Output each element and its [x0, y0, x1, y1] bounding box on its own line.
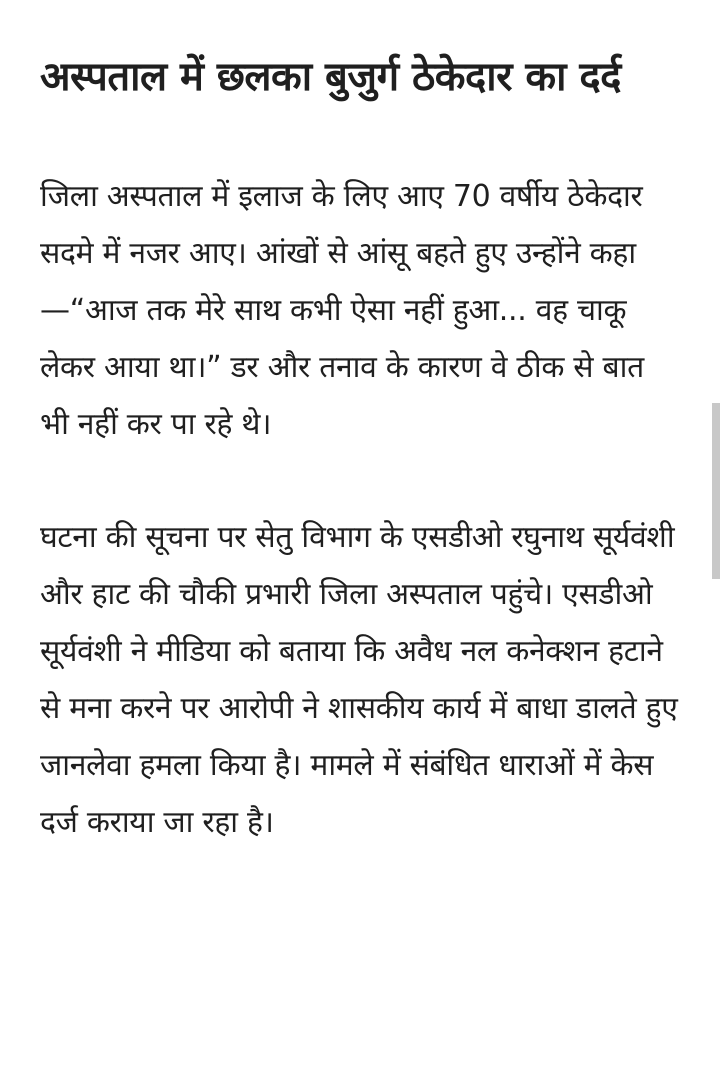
article-headline: अस्पताल में छलका बुजुर्ग ठेकेदार का दर्द — [40, 54, 621, 100]
scrollbar-thumb[interactable] — [712, 403, 720, 579]
article-paragraph-2: घटना की सूचना पर सेतु विभाग के एसडीओ रघुनाथ सूर्यवंशी और हाट की चौकी प्रभारी जिला अस्पताल पहुंचे। एसडीओ सूर्यवंशी ने मीडिया को बताया कि अवैध नल कनेक्शन हटाने से मना करने पर आरोपी ने शासकीय कार्य में बाधा डालते हुए जानलेवा हमला किया है। मामले में संबंधित धाराओं में केस दर्ज कराया जा रहा है। — [40, 520, 678, 840]
article-paragraph-1: जिला अस्पताल में इलाज के लिए आए 70 वर्षीय ठेकेदार सदमे में नजर आए। आंखों से आंसू बहते हुए उन्होंने कहा—“आज तक मेरे साथ कभी ऐसा नहीं हुआ... वह चाकू लेकर आया था।” डर और तनाव के कारण वे ठीक से बात भी नहीं कर पा रहे थे। — [40, 179, 644, 442]
article — [40, 42, 680, 851]
